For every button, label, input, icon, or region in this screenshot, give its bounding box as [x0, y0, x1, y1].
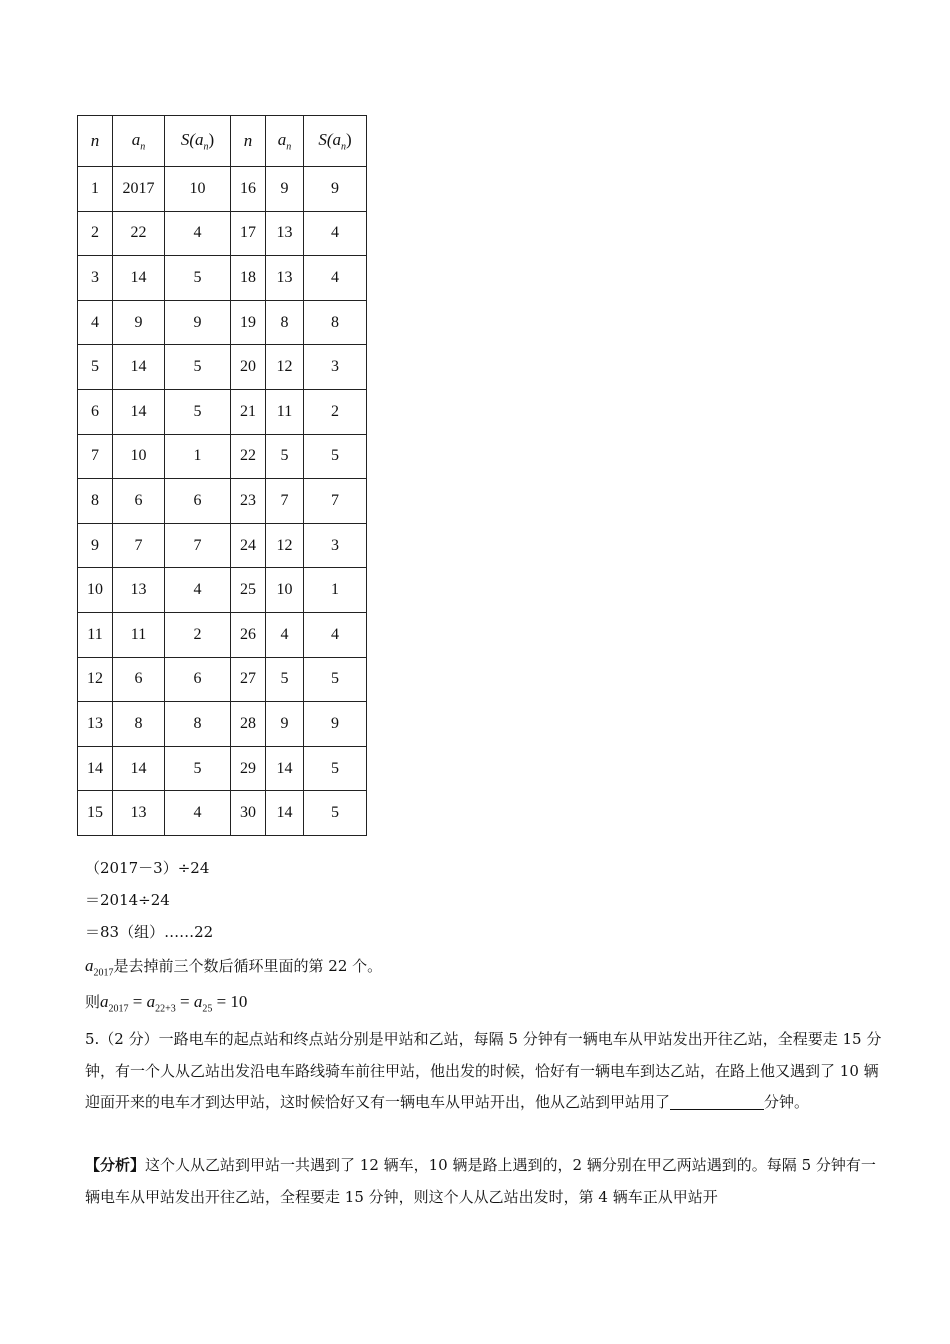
- equation: $a_{2017} = a_{22+3} = a_{25} = 10$: [100, 992, 248, 1015]
- table-cell: 4: [304, 256, 367, 301]
- table-row: [78, 791, 367, 836]
- table-cell: 24: [231, 523, 266, 568]
- table-cell: 4: [304, 211, 367, 256]
- table-cell: 1: [165, 434, 231, 479]
- table-cell: 15: [78, 791, 113, 836]
- table-cell: 5: [304, 791, 367, 836]
- table-cell: 13: [78, 702, 113, 747]
- table-row: [78, 479, 367, 524]
- table-cell: 7: [113, 523, 165, 568]
- table-row: [78, 702, 367, 747]
- work-line-5: 则$a_{2017} = a_{22+3} = a_{25} = 10$: [85, 992, 248, 1015]
- table-row: [78, 389, 367, 434]
- table-cell: 13: [113, 568, 165, 613]
- table-cell: 4: [266, 612, 304, 657]
- table-cell: 19: [231, 300, 266, 345]
- table-cell: 8: [266, 300, 304, 345]
- table-cell: 12: [266, 523, 304, 568]
- table-header-row: [78, 116, 367, 167]
- table-cell: 4: [165, 568, 231, 613]
- table-cell: 3: [304, 345, 367, 390]
- table-cell: 14: [113, 746, 165, 791]
- table-cell: 5: [165, 256, 231, 301]
- analysis-label: 【分析】: [85, 1156, 146, 1174]
- table-cell: 2: [78, 211, 113, 256]
- table-cell: 9: [266, 702, 304, 747]
- table-cell: 7: [165, 523, 231, 568]
- table-row: [78, 256, 367, 301]
- table-row: [78, 300, 367, 345]
- table-cell: 12: [266, 345, 304, 390]
- sequence-table: [77, 115, 367, 836]
- header-s-an: $S(a_n)$: [165, 116, 231, 167]
- table-cell: 9: [266, 167, 304, 212]
- table-cell: 8: [304, 300, 367, 345]
- table-cell: 1: [78, 167, 113, 212]
- table-cell: 5: [304, 434, 367, 479]
- table-cell: 10: [165, 167, 231, 212]
- header-an-2: $a_n$: [266, 116, 304, 167]
- table-cell: 13: [113, 791, 165, 836]
- table-cell: 5: [165, 345, 231, 390]
- table-cell: 7: [78, 434, 113, 479]
- table-cell: 22: [231, 434, 266, 479]
- var-a2017: $a_{2017}$: [85, 956, 114, 979]
- table-cell: 9: [304, 702, 367, 747]
- table-row: [78, 523, 367, 568]
- table-cell: 21: [231, 389, 266, 434]
- header-s-an-2: $S(a_n)$: [304, 116, 367, 167]
- table-cell: 4: [165, 211, 231, 256]
- table-cell: 23: [231, 479, 266, 524]
- table-row: [78, 211, 367, 256]
- table-cell: 13: [266, 211, 304, 256]
- table-cell: 28: [231, 702, 266, 747]
- table-cell: 4: [78, 300, 113, 345]
- table-cell: 22: [113, 211, 165, 256]
- table-cell: 5: [304, 657, 367, 702]
- table-cell: 6: [165, 657, 231, 702]
- table-cell: 5: [266, 657, 304, 702]
- table-cell: 2017: [113, 167, 165, 212]
- table-cell: 14: [266, 746, 304, 791]
- table-row: [78, 345, 367, 390]
- table-cell: 4: [165, 791, 231, 836]
- table-cell: 4: [304, 612, 367, 657]
- table-cell: 10: [113, 434, 165, 479]
- table-cell: 29: [231, 746, 266, 791]
- table-cell: 5: [78, 345, 113, 390]
- table-cell: 30: [231, 791, 266, 836]
- analysis-paragraph: 【分析】这个人从乙站到甲站一共遇到了 12 辆车，10 辆是路上遇到的，2 辆分别在甲乙两站遇到的。每隔 5 分钟有一辆电车从甲站发出开往乙站，全程要走 15 分钟，则这个人从乙站出发时，第 4 辆车正从甲站开: [85, 1156, 876, 1206]
- table-cell: 5: [165, 746, 231, 791]
- table-cell: 9: [78, 523, 113, 568]
- table-cell: 14: [113, 256, 165, 301]
- table-cell: 1: [304, 568, 367, 613]
- table-cell: 10: [266, 568, 304, 613]
- table-cell: 2: [165, 612, 231, 657]
- table-cell: 3: [304, 523, 367, 568]
- table-cell: 7: [266, 479, 304, 524]
- work-line-1: （2017－3）÷24: [85, 859, 210, 877]
- answer-blank[interactable]: [670, 1093, 764, 1110]
- table-cell: 20: [231, 345, 266, 390]
- table-cell: 25: [231, 568, 266, 613]
- table-cell: 11: [113, 612, 165, 657]
- table-cell: 5: [266, 434, 304, 479]
- table-cell: 9: [304, 167, 367, 212]
- table-cell: 6: [113, 479, 165, 524]
- table-row: [78, 167, 367, 212]
- table-cell: 27: [231, 657, 266, 702]
- table-cell: 8: [113, 702, 165, 747]
- table-row: [78, 434, 367, 479]
- table-row: [78, 612, 367, 657]
- table-cell: 14: [78, 746, 113, 791]
- table-cell: 2: [304, 389, 367, 434]
- header-n-2: n: [231, 116, 266, 167]
- table-cell: 11: [78, 612, 113, 657]
- table-cell: 17: [231, 211, 266, 256]
- table-cell: 16: [231, 167, 266, 212]
- table-row: [78, 568, 367, 613]
- header-n: n: [78, 116, 113, 167]
- table-cell: 18: [231, 256, 266, 301]
- table-cell: 9: [113, 300, 165, 345]
- table-cell: 3: [78, 256, 113, 301]
- table-cell: 14: [266, 791, 304, 836]
- table-cell: 8: [78, 479, 113, 524]
- table-body: [78, 167, 367, 836]
- table-cell: 12: [78, 657, 113, 702]
- header-an: $a_n$: [113, 116, 165, 167]
- table-cell: 6: [113, 657, 165, 702]
- table-cell: 14: [113, 345, 165, 390]
- table-cell: 14: [113, 389, 165, 434]
- table-cell: 7: [304, 479, 367, 524]
- table-cell: 8: [165, 702, 231, 747]
- work-line-4: $a_{2017}$是去掉前三个数后循环里面的第 22 个。: [85, 956, 383, 979]
- table-cell: 6: [78, 389, 113, 434]
- table-row: [78, 746, 367, 791]
- work-line-3: ＝83（组）……22: [85, 923, 214, 941]
- table-cell: 11: [266, 389, 304, 434]
- table-cell: 6: [165, 479, 231, 524]
- problem-5: 5.（2 分）一路电车的起点站和终点站分别是甲站和乙站，每隔 5 分钟有一辆电车从甲站发出开往乙站，全程要走 15 分钟，有一个人从乙站出发沿电车路线骑车前往甲站，他出发的时候，恰好有一辆电车到达乙站，在路上他又遇到了 10 辆迎面开来的电车才到达甲站，这时候恰好又有一辆电车从甲站开出，他从乙站到甲站用了 分钟。: [85, 1030, 882, 1111]
- table-cell: 5: [304, 746, 367, 791]
- table-cell: 5: [165, 389, 231, 434]
- table-cell: 13: [266, 256, 304, 301]
- table-cell: 26: [231, 612, 266, 657]
- work-line-2: ＝2014÷24: [85, 891, 170, 909]
- table-cell: 9: [165, 300, 231, 345]
- table-cell: 10: [78, 568, 113, 613]
- table-row: [78, 657, 367, 702]
